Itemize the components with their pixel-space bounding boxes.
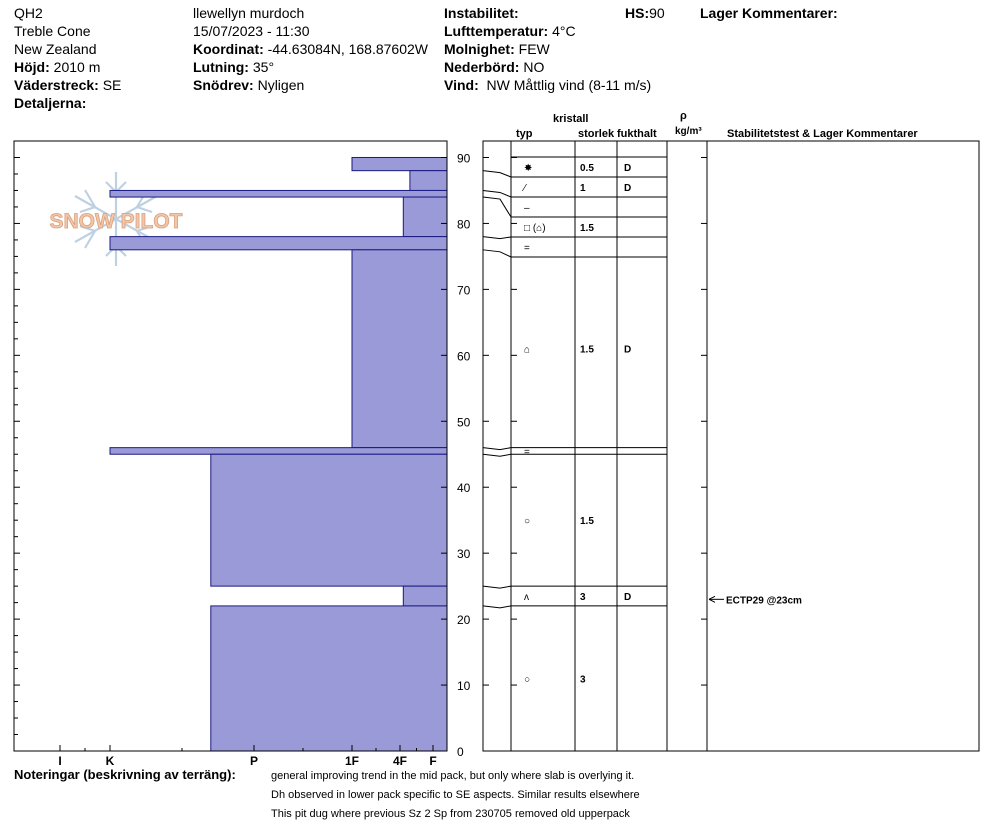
moisture-0: D [624,163,632,174]
moisture-5: D [624,344,632,356]
layer-connector-8 [483,606,511,608]
airtemp-label: Lufttemperatur: [444,23,549,39]
hardness-bar-9 [211,606,447,751]
wind-label: Vind: [444,77,479,93]
notes-label: Noteringar (beskrivning av terräng): [14,767,236,782]
layer-connector-6 [483,454,511,456]
elevation-value: 2010 m [53,59,101,75]
precip-label: Nederbörd: [444,59,520,75]
depth-tick-label-10: 10 [457,679,471,694]
layer-table-frame [483,141,979,751]
layer-connector-2 [483,197,511,217]
grain-type-1: ⁄ [524,183,526,194]
hardness-bar-6 [110,448,447,455]
layer-connector-4 [483,250,511,257]
observer: llewellyn murdoch [193,5,305,21]
layer-connector-3 [483,237,511,239]
logo-text: SNOW PILOT [49,210,183,233]
hardness-tick-label-K: K [105,754,115,768]
hardness-bar-7 [211,454,447,586]
instability-label: Instabilitet: [444,5,519,21]
depth-tick-label-90: 90 [457,151,471,166]
grain-type-5: ⌂ [524,344,531,356]
grain-size-1: 1 [580,183,586,194]
hs-label: HS: [625,5,650,21]
wind-value: NW Måttlig vind (8-11 m/s) [486,77,652,93]
col-moisture: fukthalt [617,128,657,140]
precip-value: NO [523,59,545,75]
hardness-tick-label-I: I [58,754,62,768]
hardness-bar-8 [403,586,447,606]
coord-label: Koordinat: [193,41,264,57]
col-crystal: kristall [553,113,589,125]
col-stability: Stabilitetstest & Lager Kommentarer [727,128,918,140]
hardness-tick-label-4F: 4F [392,754,408,768]
layer-connector-1 [483,190,511,197]
grain-type-3: □ (⌂) [524,223,546,234]
layer-connector-5 [483,448,511,450]
grain-type-4: = [524,243,530,254]
depth-tick-label-20: 20 [457,613,471,628]
layer-connector-0 [483,171,511,177]
depth-tick-label-50: 50 [457,415,471,430]
notes-line-3: This pit dug where previous Sz 2 Sp from 230705 removed old upperpack [271,808,630,820]
grain-type-0: ✸ [524,163,533,174]
coord-value: -44.63084N, 168.87602W [267,41,428,57]
datetime: 15/07/2023 - 11:30 [193,23,310,39]
depth-tick-label-40: 40 [457,481,471,496]
area-name: Treble Cone [14,23,91,39]
hardness-bar-0 [352,157,447,170]
grain-size-0: 0.5 [580,163,594,174]
col-density-unit: kg/m³ [675,126,702,137]
depth-tick-label-80: 80 [457,217,471,232]
layer-connector-7 [483,586,511,588]
grain-type-6: = [524,446,530,458]
moisture-8: D [624,592,632,604]
grain-size-3: 1.5 [580,223,594,234]
layer-comments-label: Lager Kommentarer: [700,5,838,21]
depth-tick-label-60: 60 [457,349,471,364]
hardness-tick-label-1F: 1F [344,754,360,768]
hardness-tick-label-F: F [429,754,437,768]
col-size: storlek [578,128,615,140]
grain-type-7: ○ [524,516,531,528]
depth-tick-label-30: 30 [457,547,471,562]
stability-test-label-0: ECTP29 @23cm [726,595,802,607]
grain-size-5: 1.5 [580,344,594,356]
grain-type-8: ʌ [524,592,529,604]
col-type: typ [516,128,533,140]
hardness-bar-2 [110,190,447,197]
airtemp-value: 4°C [552,23,576,39]
hardness-bar-1 [410,171,447,191]
hardness-bar-5 [352,250,447,448]
hs-value: 90 [649,5,665,21]
moisture-1: D [624,183,632,194]
grain-size-7: 1.5 [580,516,594,528]
hardness-bar-4 [110,237,447,250]
sky-label: Molnighet: [444,41,515,57]
depth-tick-label-0: 0 [457,745,464,759]
elevation-label: Höjd: [14,59,50,75]
grain-size-8: 3 [580,592,586,604]
slope-label: Lutning: [193,59,249,75]
col-rho: ρ [680,110,687,122]
grain-type-9: ○ [524,674,531,686]
depth-tick-label-70: 70 [457,283,471,298]
grain-size-9: 3 [580,674,586,686]
notes-line-2: Dh observed in lower pack specific to SE aspects. Similar results elsewhere [271,789,640,801]
hardness-bar-3 [403,197,447,237]
grain-type-2: – [524,203,530,214]
aspect-label: Väderstreck: [14,77,99,93]
drift-value: Nyligen [257,77,305,93]
slope-value: 35° [252,59,275,75]
hardness-tick-label-P: P [249,754,259,768]
details-label: Detaljerna: [14,95,87,111]
notes-line-1: general improving trend in the mid pack, but only where slab is overlying it. [271,770,635,782]
country: New Zealand [14,41,97,57]
pit-name: QH2 [14,5,43,21]
aspect-value: SE [102,77,122,93]
sky-value: FEW [518,41,550,57]
drift-label: Snödrev: [193,77,254,93]
